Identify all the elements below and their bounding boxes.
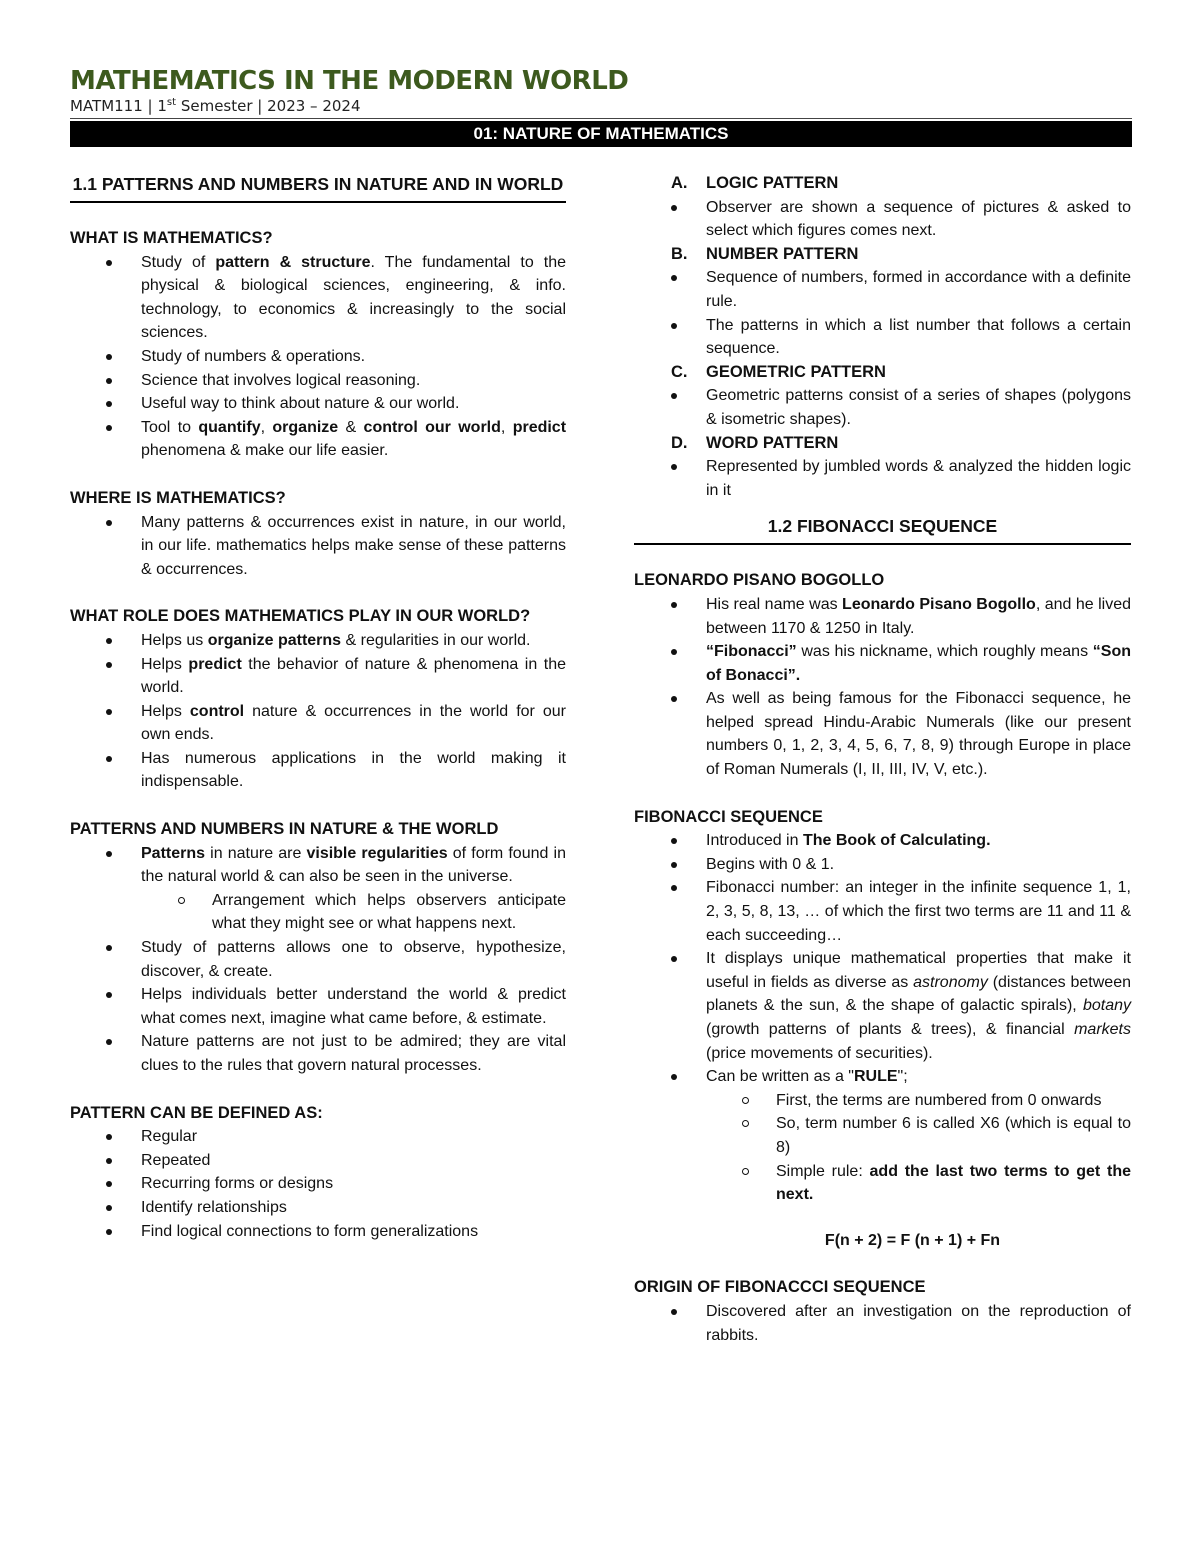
document-subtitle: MATM111 | 1st Semester | 2023 – 2024	[70, 97, 361, 115]
list-item: Find logical connections to form generalizations	[70, 1220, 566, 1244]
right-column	[634, 172, 1131, 1347]
list-item: Nature patterns are not just to be admired; they are vital clues to the rules that govern natural processes.	[70, 1030, 566, 1077]
role-of-math-list	[70, 629, 566, 794]
list-item: As well as being famous for the Fibonacci sequence, he helped spread Hindu-Arabic Numerals (like our present numbers 0, 1, 2, 3, 4, 5, 6, 7, 8, 9) through Europe in place of Roman Numerals (I, II, III, IV, V, etc.).	[634, 687, 1131, 781]
logic-pattern-list	[634, 196, 1131, 243]
section-title-1-1: 1.1 PATTERNS AND NUMBERS IN NATURE AND IN WORLD	[70, 172, 566, 203]
list-item: Helps us organize patterns & regularities in our world.	[70, 629, 566, 653]
section-title-1-2: 1.2 FIBONACCI SEQUENCE	[634, 514, 1131, 545]
course-code: MATM111	[70, 97, 143, 115]
word-pattern-list	[634, 455, 1131, 502]
semester-ordinal: st	[166, 97, 177, 108]
chapter-banner: 01: NATURE OF MATHEMATICS	[70, 121, 1132, 147]
list-item: Recurring forms or designs	[70, 1172, 566, 1196]
list-item: Fibonacci number: an integer in the infinite sequence 1, 1, 2, 3, 5, 8, 13, … of which the first two terms are 11 and 11 & each succeeding…	[634, 876, 1131, 947]
left-column	[70, 172, 566, 1243]
pattern-defined-list	[70, 1125, 566, 1243]
list-item: Study of patterns allows one to observe, hypothesize, discover, & create.	[70, 936, 566, 983]
fibonacci-list	[634, 829, 1131, 1207]
sub-list-item: So, term number 6 is called X6 (which is equal to 8)	[634, 1112, 1131, 1159]
list-item: Represented by jumbled words & analyzed the hidden logic in it	[634, 455, 1131, 502]
list-item: Geometric patterns consist of a series of shapes (polygons & isometric shapes).	[634, 384, 1131, 431]
semester-year: Semester | 2023 – 2024	[176, 97, 361, 115]
list-item: Patterns in nature are visible regularities of form found in the natural world & can also be seen in the universe.	[70, 842, 566, 889]
list-item: “Fibonacci” was his nickname, which roughly means “Son of Bonacci”.	[634, 640, 1131, 687]
list-item: Helps predict the behavior of nature & phenomena in the world.	[70, 653, 566, 700]
list-item: His real name was Leonardo Pisano Bogollo, and he lived between 1170 & 1250 in Italy.	[634, 593, 1131, 640]
list-item: Introduced in The Book of Calculating.	[634, 829, 1131, 853]
list-item: Identify relationships	[70, 1196, 566, 1220]
list-item: Can be written as a "RULE";	[634, 1065, 1131, 1089]
list-item: Helps individuals better understand the world & predict what comes next, imagine what came before, & estimate.	[70, 983, 566, 1030]
heading-logic-pattern: A. LOGIC PATTERN	[671, 174, 839, 192]
leonardo-list	[634, 593, 1131, 782]
heading-number-pattern: B. NUMBER PATTERN	[671, 244, 859, 263]
heading-role-of-math: WHAT ROLE DOES MATHEMATICS PLAY IN OUR WORLD?	[70, 607, 531, 626]
list-item: Science that involves logical reasoning.	[70, 369, 566, 393]
list-item: Tool to quantify, organize & control our world, predict phenomena & make our life easier.	[70, 416, 566, 463]
list-item: The patterns in which a list number that follows a certain sequence.	[634, 314, 1131, 361]
semester-number: 1	[157, 97, 167, 115]
heading-what-is-math: WHAT IS MATHEMATICS?	[70, 229, 273, 247]
list-item: Regular	[70, 1125, 566, 1149]
where-is-math-list	[70, 511, 566, 582]
sub-list-item: Simple rule: add the last two terms to get the next.	[634, 1160, 1131, 1207]
heading-where-is-math: WHERE IS MATHEMATICS?	[70, 488, 286, 507]
document-title: MATHEMATICS IN THE MODERN WORLD	[70, 66, 629, 96]
list-item: Study of numbers & operations.	[70, 345, 566, 369]
list-item: Useful way to think about nature & our world.	[70, 392, 566, 416]
origin-list	[634, 1300, 1131, 1347]
fibonacci-formula: F(n + 2) = F (n + 1) + Fn	[824, 1231, 1001, 1249]
number-pattern-list	[634, 266, 1131, 360]
list-item: Sequence of numbers, formed in accordance with a definite rule.	[634, 266, 1131, 313]
list-item: Many patterns & occurrences exist in nature, in our world, in our life. mathematics helps make sense of these patterns & occurrences.	[70, 511, 566, 582]
what-is-math-list	[70, 251, 566, 463]
patterns-numbers-list	[70, 842, 566, 1078]
header-divider	[70, 118, 1132, 119]
list-item: It displays unique mathematical properties that make it useful in fields as diverse as astronomy (distances between planets & the sun, & the shape of galactic spirals), botany (growth patterns of plants & trees), & financial markets (price movements of securities).	[634, 947, 1131, 1065]
sub-list-item: First, the terms are numbered from 0 onwards	[634, 1089, 1131, 1113]
heading-origin: ORIGIN OF FIBONACCCI SEQUENCE	[634, 1278, 926, 1297]
list-item: Study of pattern & structure. The fundamental to the physical & biological sciences, engineering, & info. technology, to economics & increasingly to the social sciences.	[70, 251, 566, 345]
heading-fibonacci-sequence: FIBONACCI SEQUENCE	[634, 807, 823, 826]
list-item: Helps control nature & occurrences in the world for our own ends.	[70, 700, 566, 747]
list-item: Discovered after an investigation on the reproduction of rabbits.	[634, 1300, 1131, 1347]
list-item: Begins with 0 & 1.	[634, 853, 1131, 877]
sub-list-item: Arrangement which helps observers anticipate what they might see or what happens next.	[70, 889, 566, 936]
heading-word-pattern: D. WORD PATTERN	[671, 433, 839, 452]
heading-pattern-defined: PATTERN CAN BE DEFINED AS:	[70, 1103, 323, 1122]
list-item: Observer are shown a sequence of pictures & asked to select which figures comes next.	[634, 196, 1131, 243]
heading-geometric-pattern: C. GEOMETRIC PATTERN	[671, 362, 886, 381]
heading-patterns-numbers: PATTERNS AND NUMBERS IN NATURE & THE WORLD	[70, 820, 499, 839]
heading-leonardo: LEONARDO PISANO BOGOLLO	[634, 571, 885, 590]
list-item: Repeated	[70, 1149, 566, 1173]
geometric-pattern-list	[634, 384, 1131, 431]
list-item: Has numerous applications in the world making it indispensable.	[70, 747, 566, 794]
